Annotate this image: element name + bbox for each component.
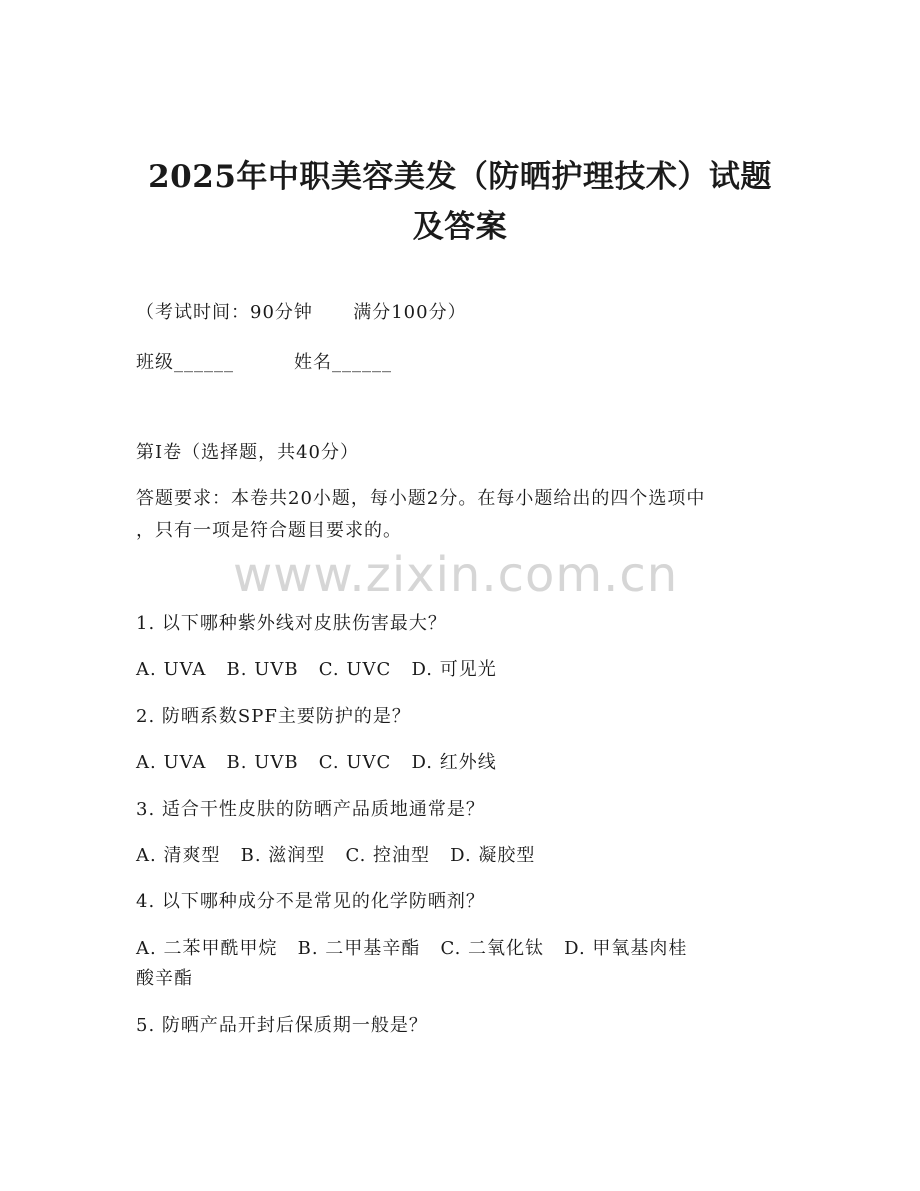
question-4-options-line-1: A. 二苯甲酰甲烷 B. 二甲基辛酯 C. 二氧化钛 D. 甲氧基肉桂 [136,938,688,959]
question-5-stem: 5. 防晒产品开封后保质期一般是？ [136,1015,428,1036]
question-1-options: A. UVA B. UVB C. UVC D. 可见光 [136,659,497,680]
exam-info: （考试时间：90分钟 满分100分） [136,302,467,323]
question-4-options-line-2: 酸辛酯 [136,968,193,989]
document-title-line-2: 及答案 [412,209,508,245]
question-1-stem: 1. 以下哪种紫外线对皮肤伤害最大？ [136,613,447,634]
question-3-stem: 3. 适合干性皮肤的防晒产品质地通常是？ [136,799,485,820]
question-3-options: A. 清爽型 B. 滋润型 C. 控油型 D. 凝胶型 [136,845,536,866]
instructions-line-1: 答题要求：本卷共20小题，每小题2分。在每小题给出的四个选项中 [136,488,706,509]
question-2-stem: 2. 防晒系数SPF主要防护的是？ [136,706,411,727]
question-2-options: A. UVA B. UVB C. UVC D. 红外线 [136,752,497,773]
instructions-line-2: ，只有一项是符合题目要求的。 [136,520,402,541]
watermark: www.zixin.com.cn [233,547,679,603]
question-4-stem: 4. 以下哪种成分不是常见的化学防晒剂？ [136,891,485,912]
section-heading: 第I卷（选择题，共40分） [136,442,360,463]
name-field-label: 姓名______ [294,352,392,373]
class-field-label: 班级______ [136,352,234,373]
document-title-line-1: 2025年中职美容美发（防晒护理技术）试题 [148,159,772,195]
